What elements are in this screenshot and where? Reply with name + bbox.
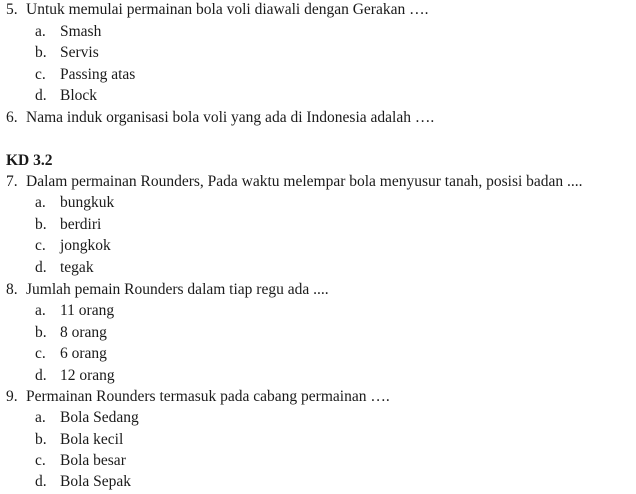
- option-8a: [35, 301, 114, 321]
- option-5b: [35, 43, 99, 63]
- option-text: Block: [60, 87, 98, 104]
- question-7: [6, 172, 583, 192]
- option-8d: [35, 366, 115, 386]
- option-letter: a.: [35, 194, 46, 211]
- question-number: 7.: [6, 173, 18, 190]
- option-text: tegak: [60, 259, 94, 276]
- option-5d: [35, 86, 97, 106]
- option-text: Smash: [60, 23, 102, 40]
- question-text: Nama induk organisasi bola voli yang ada di Indonesia adalah ….: [26, 109, 435, 126]
- option-8c: [35, 344, 107, 364]
- option-text: Passing atas: [60, 66, 136, 83]
- option-letter: d.: [35, 259, 47, 276]
- option-text: Bola Sedang: [60, 409, 139, 426]
- option-letter: c.: [35, 345, 46, 362]
- option-text: bungkuk: [60, 194, 115, 211]
- option-letter: a.: [35, 409, 46, 426]
- question-9: [6, 387, 390, 407]
- option-9a: [35, 408, 139, 428]
- question-text: Jumlah pemain Rounders dalam tiap regu ada ....: [26, 281, 329, 298]
- option-text: Bola Sepak: [60, 473, 132, 490]
- option-letter: b.: [35, 216, 47, 233]
- question-text: Permainan Rounders termasuk pada cabang permainan ….: [26, 388, 390, 405]
- option-text: 11 orang: [60, 302, 115, 319]
- option-letter: c.: [35, 237, 46, 254]
- question-number: 6.: [6, 109, 18, 126]
- option-7b: [35, 215, 101, 235]
- option-5c: [35, 65, 135, 85]
- option-text: Bola kecil: [60, 431, 124, 448]
- option-letter: a.: [35, 23, 46, 40]
- option-text: jongkok: [60, 237, 111, 254]
- question-text: Dalam permainan Rounders, Pada waktu melempar bola menyusur tanah, posisi badan ....: [26, 173, 583, 190]
- option-letter: d.: [35, 473, 47, 490]
- option-text: Bola besar: [60, 452, 126, 469]
- question-number: 8.: [6, 281, 18, 298]
- option-text: Servis: [60, 44, 99, 61]
- option-5a: [35, 22, 101, 42]
- option-letter: b.: [35, 44, 47, 61]
- option-9c: [35, 451, 126, 471]
- option-text: 12 orang: [60, 367, 115, 384]
- option-9b: [35, 430, 123, 450]
- option-7c: [35, 236, 111, 256]
- option-letter: b.: [35, 324, 47, 341]
- section-heading: KD 3.2: [6, 152, 53, 169]
- option-text: berdiri: [60, 216, 102, 233]
- option-letter: b.: [35, 431, 47, 448]
- option-7a: [35, 193, 114, 213]
- option-9d: [35, 472, 131, 492]
- option-7d: [35, 258, 94, 278]
- question-8: [6, 280, 329, 300]
- option-letter: d.: [35, 367, 47, 384]
- question-5: [6, 0, 428, 20]
- option-text: 6 orang: [60, 345, 107, 362]
- option-8b: [35, 323, 107, 343]
- option-text: 8 orang: [60, 324, 107, 341]
- question-number: 5.: [6, 1, 18, 18]
- option-letter: c.: [35, 66, 46, 83]
- option-letter: d.: [35, 87, 47, 104]
- option-letter: a.: [35, 302, 46, 319]
- question-6: [6, 108, 434, 128]
- option-letter: c.: [35, 452, 46, 469]
- question-number: 9.: [6, 388, 18, 405]
- question-text: Untuk memulai permainan bola voli diawali dengan Gerakan ….: [26, 1, 429, 18]
